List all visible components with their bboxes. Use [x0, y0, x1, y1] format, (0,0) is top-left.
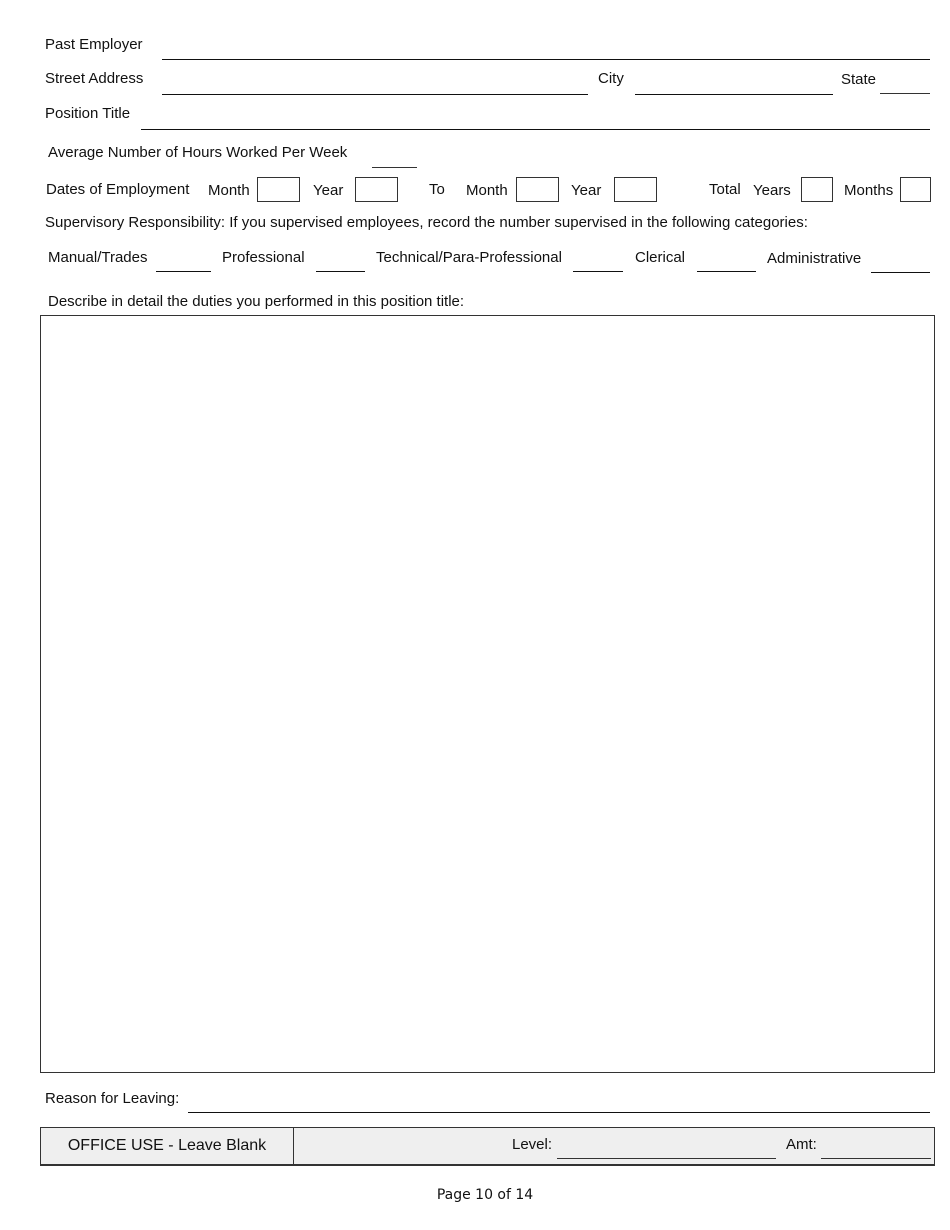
street-address-label: Street Address — [45, 70, 144, 87]
duties-label: Describe in detail the duties you performed in this position title: — [48, 293, 465, 310]
reason-for-leaving-field[interactable] — [188, 1112, 930, 1113]
end-year-box[interactable] — [614, 177, 657, 202]
state-field[interactable] — [880, 93, 930, 94]
category-manual-trades: Manual/Trades — [48, 249, 148, 266]
reason-for-leaving-label: Reason for Leaving: — [45, 1090, 180, 1107]
professional-field[interactable] — [316, 271, 365, 272]
city-field[interactable] — [635, 94, 833, 95]
start-month-label: Month — [208, 182, 250, 199]
average-hours-label: Average Number of Hours Worked Per Week — [48, 144, 348, 161]
level-field[interactable] — [557, 1158, 776, 1159]
past-employer-field[interactable] — [162, 59, 930, 60]
level-label: Level: — [512, 1136, 553, 1153]
category-clerical: Clerical — [635, 249, 686, 266]
duties-textarea[interactable] — [40, 315, 935, 1073]
past-employer-label: Past Employer — [45, 36, 143, 53]
end-year-label: Year — [571, 182, 602, 199]
start-year-box[interactable] — [355, 177, 398, 202]
amt-label: Amt: — [786, 1136, 817, 1153]
page-number: Page 10 of 14 — [436, 1187, 534, 1203]
technical-field[interactable] — [573, 271, 623, 272]
to-label: To — [429, 181, 445, 198]
office-use-label: OFFICE USE - Leave Blank — [41, 1128, 294, 1164]
total-years-label: Years — [753, 182, 791, 199]
category-technical: Technical/Para-Professional — [376, 249, 562, 266]
average-hours-field[interactable] — [372, 167, 417, 168]
end-month-label: Month — [466, 182, 508, 199]
office-use-section — [40, 1127, 935, 1166]
state-label: State — [841, 71, 877, 88]
city-label: City — [598, 70, 624, 87]
amt-field[interactable] — [821, 1158, 931, 1159]
total-label: Total — [709, 181, 741, 198]
position-title-field[interactable] — [141, 129, 930, 130]
dates-of-employment-label: Dates of Employment — [46, 181, 190, 198]
total-years-box[interactable] — [801, 177, 833, 202]
administrative-field[interactable] — [871, 272, 930, 273]
start-month-box[interactable] — [257, 177, 300, 202]
position-title-label: Position Title — [45, 105, 131, 122]
start-year-label: Year — [313, 182, 344, 199]
clerical-field[interactable] — [697, 271, 756, 272]
street-address-field[interactable] — [162, 94, 588, 95]
supervisory-responsibility-text: Supervisory Responsibility: If you supervised employees, record the number supervised in the following categories: — [45, 214, 808, 231]
total-months-label: Months — [844, 182, 894, 199]
end-month-box[interactable] — [516, 177, 559, 202]
category-administrative: Administrative — [767, 250, 862, 267]
total-months-box[interactable] — [900, 177, 931, 202]
category-professional: Professional — [222, 249, 305, 266]
manual-trades-field[interactable] — [156, 271, 211, 272]
